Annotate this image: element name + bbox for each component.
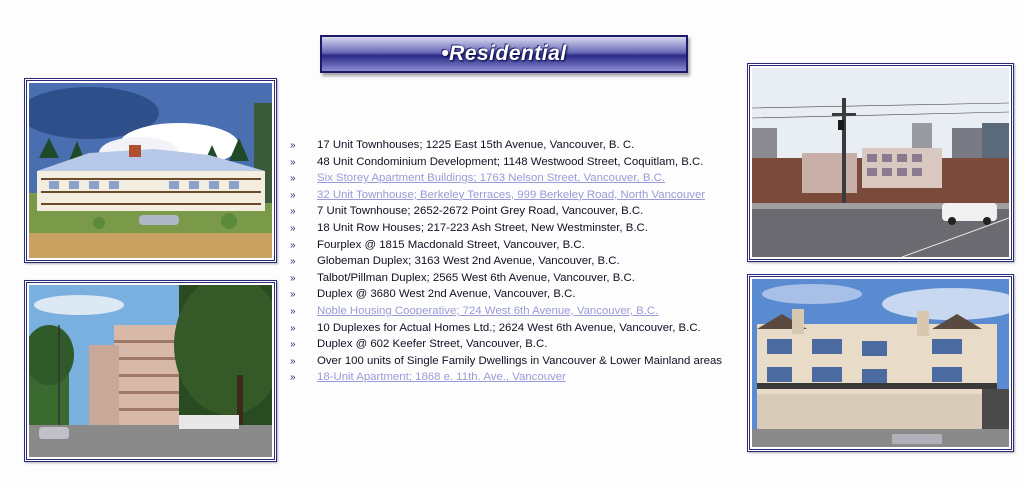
bullet-icon: » <box>290 156 296 168</box>
bullet-icon: » <box>290 173 296 185</box>
project-list-item <box>290 154 722 171</box>
project-list-item <box>290 203 722 220</box>
project-list-item <box>290 237 722 254</box>
project-text: Fourplex @ 1815 Macdonald Street, Vancouver, B.C. <box>317 238 585 251</box>
bullet-icon: » <box>290 322 296 334</box>
project-text: 10 Duplexes for Actual Homes Ltd.; 2624 West 6th Avenue, Vancouver, B.C. <box>317 321 701 334</box>
bullet-icon: » <box>290 256 296 268</box>
highrise-apartment-image <box>24 280 277 462</box>
project-list-item <box>290 353 722 370</box>
project-link[interactable]: Six Storey Apartment Buildings; 1763 Nelson Street, Vancouver, B.C. <box>317 172 666 185</box>
project-text: Globeman Duplex; 3163 West 2nd Avenue, Vancouver, B.C. <box>317 255 620 268</box>
project-link[interactable]: 18-Unit Apartment; 1868 e. 11th. Ave., Vancouver <box>317 371 566 384</box>
project-list-item[interactable] <box>290 369 722 386</box>
project-text: Duplex @ 602 Keefer Street, Vancouver, B.C. <box>317 338 548 351</box>
project-text: 7 Unit Townhouse; 2652-2672 Point Grey Road, Vancouver, B.C. <box>317 205 644 218</box>
bullet-icon: » <box>290 372 296 384</box>
bullet-icon: » <box>290 355 296 367</box>
project-text: Talbot/Pillman Duplex; 2565 West 6th Avenue, Vancouver, B.C. <box>317 271 635 284</box>
bullet-icon: » <box>290 222 296 234</box>
project-list-item <box>290 320 722 337</box>
project-text: Duplex @ 3680 West 2nd Avenue, Vancouver, B.C. <box>317 288 576 301</box>
bullet-icon: » <box>290 289 296 301</box>
bullet-icon: » <box>290 339 296 351</box>
project-list-item[interactable] <box>290 187 722 204</box>
project-list-item <box>290 270 722 287</box>
street-corner-building-image <box>747 63 1014 262</box>
project-list-item <box>290 220 722 237</box>
bullet-icon: » <box>290 305 296 317</box>
bullet-icon: » <box>290 239 296 251</box>
project-text: 48 Unit Condominium Development; 1148 Westwood Street, Coquitlam, B.C. <box>317 155 704 168</box>
bullet-icon: » <box>290 272 296 284</box>
project-text: 18 Unit Row Houses; 217-223 Ash Street, New Westminster, B.C. <box>317 221 648 234</box>
project-text: 17 Unit Townhouses; 1225 East 15th Avenue, Vancouver, B. C. <box>317 139 635 151</box>
project-list-item[interactable] <box>290 170 722 187</box>
project-link[interactable]: Noble Housing Cooperative; 724 West 6th Avenue, Vancouver, B.C. <box>317 304 659 317</box>
project-list-item <box>290 137 722 154</box>
project-list <box>290 137 722 386</box>
townhouse-rendering-image <box>24 78 277 263</box>
bullet-icon: » <box>290 189 296 201</box>
project-link[interactable]: 32 Unit Townhouse; Berkeley Terraces, 999 Berkeley Road, North Vancouver <box>317 188 706 201</box>
condominium-building-image <box>747 274 1014 452</box>
bullet-icon: » <box>290 206 296 218</box>
project-list-item <box>290 336 722 353</box>
project-list-item <box>290 253 722 270</box>
bullet-icon: » <box>290 140 296 151</box>
project-list-item <box>290 286 722 303</box>
page-title-banner <box>320 35 688 73</box>
project-text: Over 100 units of Single Family Dwellings in Vancouver & Lower Mainland areas <box>317 354 722 367</box>
page-title: •Residential <box>441 42 567 65</box>
project-list-item[interactable] <box>290 303 722 320</box>
